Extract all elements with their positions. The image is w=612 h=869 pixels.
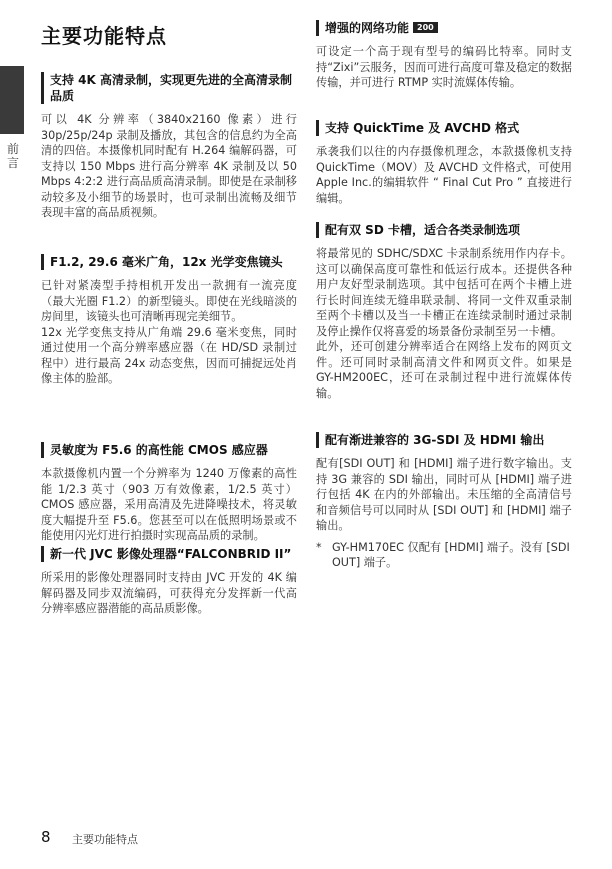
footnote bbox=[316, 540, 572, 571]
section-heading bbox=[316, 20, 572, 36]
section-heading-text: 增强的网络功能 bbox=[325, 21, 410, 35]
page-title: 主要功能特点 bbox=[41, 24, 167, 48]
section-body: 可设定一个高于现有型号的编码比特率。同时支持“Zixi”云服务，因而可进行高度可靠及稳定的数据传输，并可进行 RTMP 实时流媒体传输。 bbox=[316, 45, 572, 89]
section-body: 本款摄像机内置一个分辨率为 1240 万像素的高性能 1/2.3 英寸（903 万有效像素，1/2.5 英寸）CMOS 感应器，采用高清及先进降噪技术，将灵敏度大幅提升至 F5.6。您甚至可以在低照明场景或不能使用闪光灯进行拍摄时实现高品质的录制。 bbox=[41, 467, 297, 542]
feature-section-lens bbox=[41, 254, 297, 387]
section-body: 可以 4K 分辨率（3840x2160 像素）进行 30p/25p/24p 录制及播放，其包含的信息约为全高清的四倍。本摄像机同时配有 H.264 编解码器，可支持以 150 Mbps 进行高分辨率 4K 录制及以 50 Mbps 4:2:2 进行高品质高清录制。即使是在录制移动较多及小细节的场景时，也可录制出流畅及细节表现丰富的高品质视频。 bbox=[41, 113, 297, 219]
section-body-continued: 此外，还可创建分辨率适合在网络上发布的网页文件。还可同时录制高清文件和网页文件。如果是 GY-HM200EC，还可在录制过程中进行流媒体传输。 bbox=[316, 340, 572, 400]
section-body: 所采用的影像处理器同时支持由 JVC 开发的 4K 编解码器及同步双流编码，可获得充分发挥新一代高分辨率感应器潜能的高品质影像。 bbox=[41, 571, 297, 615]
feature-section-network bbox=[316, 20, 572, 91]
section-tab-marker bbox=[0, 66, 24, 134]
section-heading: 配有双 SD 卡槽，适合各类录制选项 bbox=[316, 222, 572, 238]
section-side-label: 前言 bbox=[7, 142, 20, 170]
section-heading: 灵敏度为 F5.6 的高性能 CMOS 感应器 bbox=[41, 442, 297, 458]
section-heading: 新一代 JVC 影像处理器“FALCONBRID II” bbox=[41, 546, 297, 562]
section-body-continued: 12x 光学变焦支持从广角端 29.6 毫米变焦，同时通过使用一个高分辨率感应器（在 HD/SD 录制过程中）进行最高 24x 动态变焦，因而可捕捉远处肖像主体的脸部。 bbox=[41, 325, 297, 385]
section-heading: 支持 4K 高清录制，实现更先进的全高清录制品质 bbox=[41, 72, 297, 104]
model-badge: 200 bbox=[413, 22, 438, 33]
section-heading: F1.2, 29.6 毫米广角，12x 光学变焦镜头 bbox=[41, 254, 297, 270]
feature-section-outputs bbox=[316, 432, 572, 571]
section-body: 配有[SDI OUT] 和 [HDMI] 端子进行数字输出。支持 3G 兼容的 SDI 输出，同时可从 [HDMI] 端子进行包括 4K 在内的外部输出。未压缩的全高清信号和音频信号可以同时从 [SDI OUT] 和 [HDMI] 端子输出。 bbox=[316, 457, 572, 532]
feature-section-4k bbox=[41, 72, 297, 221]
footer-section-name: 主要功能特点 bbox=[72, 833, 138, 846]
feature-section-cmos bbox=[41, 442, 297, 544]
feature-section-processor bbox=[41, 546, 297, 617]
section-heading: 支持 QuickTime 及 AVCHD 格式 bbox=[316, 120, 572, 136]
feature-section-formats bbox=[316, 120, 572, 206]
page-number: 8 bbox=[41, 828, 51, 846]
feature-section-dual-sd bbox=[316, 222, 572, 401]
footnote-marker: * bbox=[316, 540, 322, 554]
section-heading: 配有渐进兼容的 3G-SDI 及 HDMI 输出 bbox=[316, 432, 572, 448]
footnote-text: GY-HM170EC 仅配有 [HDMI] 端子。没有 [SDI OUT] 端子。 bbox=[332, 540, 570, 569]
section-body: 已针对紧凑型手持相机开发出一款拥有一流亮度（最大光圈 F1.2）的新型镜头。即使在光线暗淡的房间里，该镜头也可清晰再现完美细节。 bbox=[41, 279, 297, 323]
section-body: 将最常见的 SDHC/SDXC 卡录制系统用作内存卡。这可以确保高度可靠性和低运行成本。还提供各种用户友好型录制选项。其中包括可在两个卡槽上进行长时间连续无缝串联录制、将同一文件双重录制至两个卡槽以及当一卡槽正在连续录制时通过录制及停止操作仅将喜爱的场景备份录制至另一卡槽。 bbox=[316, 247, 572, 338]
section-body: 承袭我们以往的内存摄像机理念，本款摄像机支持 QuickTime（MOV）及 AVCHD 文件格式，可使用 Apple Inc.的编辑软件 “ Final Cut Pro ” 直接进行编辑。 bbox=[316, 145, 572, 205]
